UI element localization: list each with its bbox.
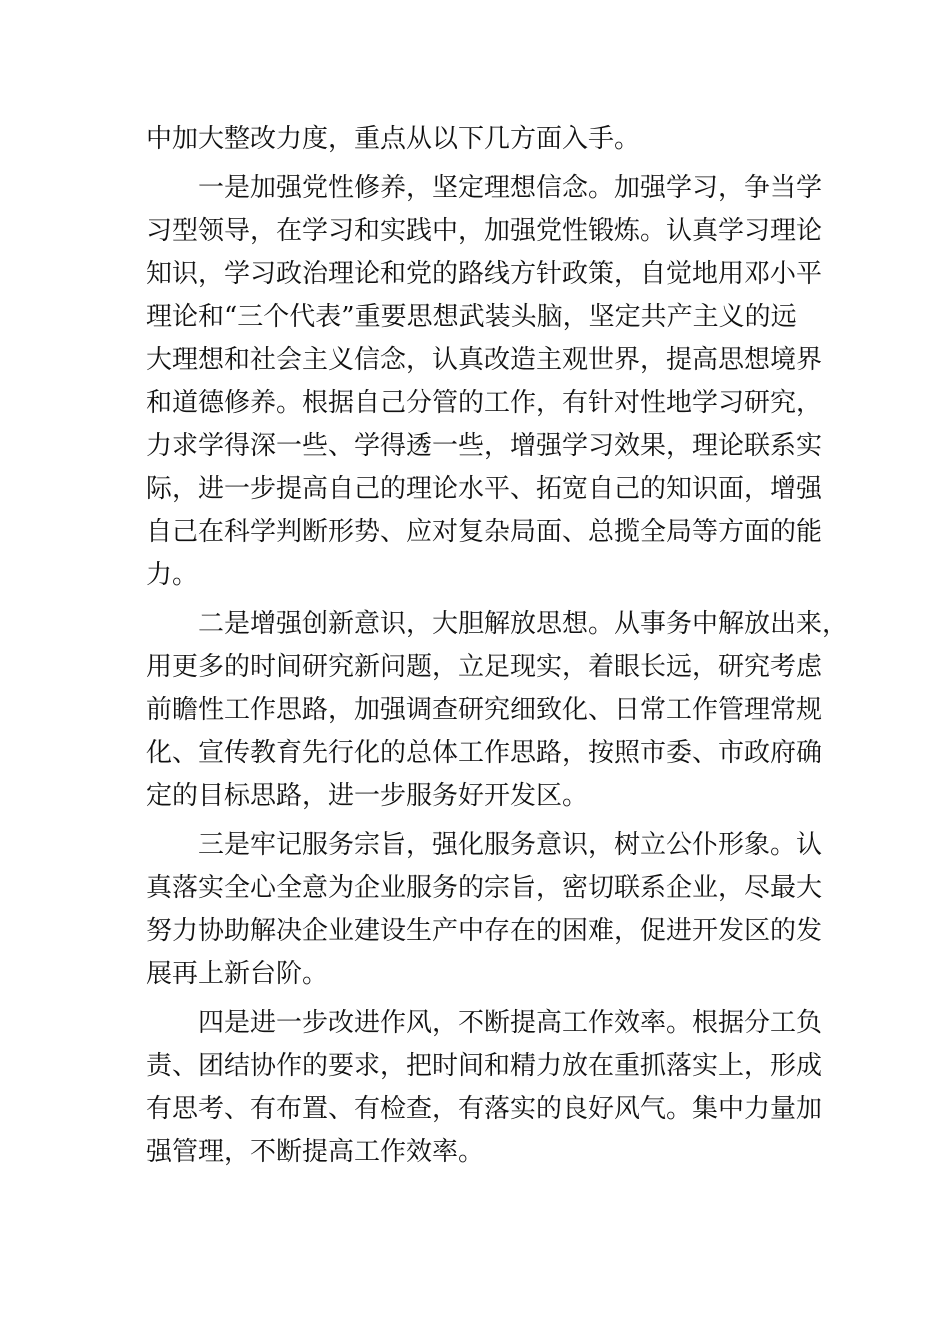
paragraph-line: 有思考、有布置、有检查，有落实的良好风气。集中力量加 [146, 1094, 823, 1124]
paragraph-3 [146, 603, 849, 818]
paragraph-line: 习型领导，在学习和实践中，加强党性锻炼。认真学习理论 [146, 216, 823, 246]
paragraph-2 [146, 167, 823, 597]
paragraph-line: 前瞻性工作思路，加强调查研究细致化、日常工作管理常规 [146, 695, 823, 725]
document-body [146, 118, 849, 1180]
paragraph-line: 三是牢记服务宗旨，强化服务意识，树立公仆形象。认 [198, 830, 823, 860]
paragraph-5 [146, 1002, 823, 1174]
paragraph-line: 中加大整改力度，重点从以下几方面入手。 [146, 124, 641, 154]
paragraph-1 [146, 118, 806, 161]
paragraph-line: 责、团结协作的要求，把时间和精力放在重抓落实上，形成 [146, 1051, 823, 1081]
paragraph-line: 际，进一步提高自己的理论水平、拓宽自己的知识面，增强 [146, 474, 823, 504]
paragraph-line: 化、宣传教育先行化的总体工作思路，按照市委、市政府确 [146, 738, 823, 768]
paragraph-line: 大理想和社会主义信念，认真改造主观世界，提高思想境界 [146, 345, 823, 375]
paragraph-line: 展再上新台阶。 [146, 959, 329, 989]
paragraph-line: 定的目标思路，进一步服务好开发区。 [146, 781, 589, 811]
paragraph-line: 知识，学习政治理论和党的路线方针政策，自觉地用邓小平 [146, 259, 823, 289]
paragraph-line: 和道德修养。根据自己分管的工作，有针对性地学习研究， [146, 388, 823, 418]
paragraph-line: 二是增强创新意识，大胆解放思想。从事务中解放出来， [198, 609, 849, 639]
paragraph-line: 一是加强党性修养，坚定理想信念。加强学习，争当学 [198, 173, 823, 203]
paragraph-line: 四是进一步改进作风，不断提高工作效率。根据分工负 [198, 1008, 823, 1038]
paragraph-line: 力求学得深一些、学得透一些，增强学习效果，理论联系实 [146, 431, 823, 461]
paragraph-line: 力。 [146, 560, 199, 590]
paragraph-line: 努力协助解决企业建设生产中存在的困难，促进开发区的发 [146, 916, 823, 946]
paragraph-line: 用更多的时间研究新问题，立足现实，着眼长远，研究考虑 [146, 652, 823, 682]
paragraph-line: 真落实全心全意为企业服务的宗旨，密切联系企业，尽最大 [146, 873, 823, 903]
paragraph-line: 理论和“三个代表”重要思想武装头脑，坚定共产主义的远 [146, 302, 797, 332]
paragraph-line: 自己在科学判断形势、应对复杂局面、总揽全局等方面的能 [146, 517, 823, 547]
paragraph-line: 强管理，不断提高工作效率。 [146, 1137, 485, 1167]
paragraph-4 [146, 824, 823, 996]
